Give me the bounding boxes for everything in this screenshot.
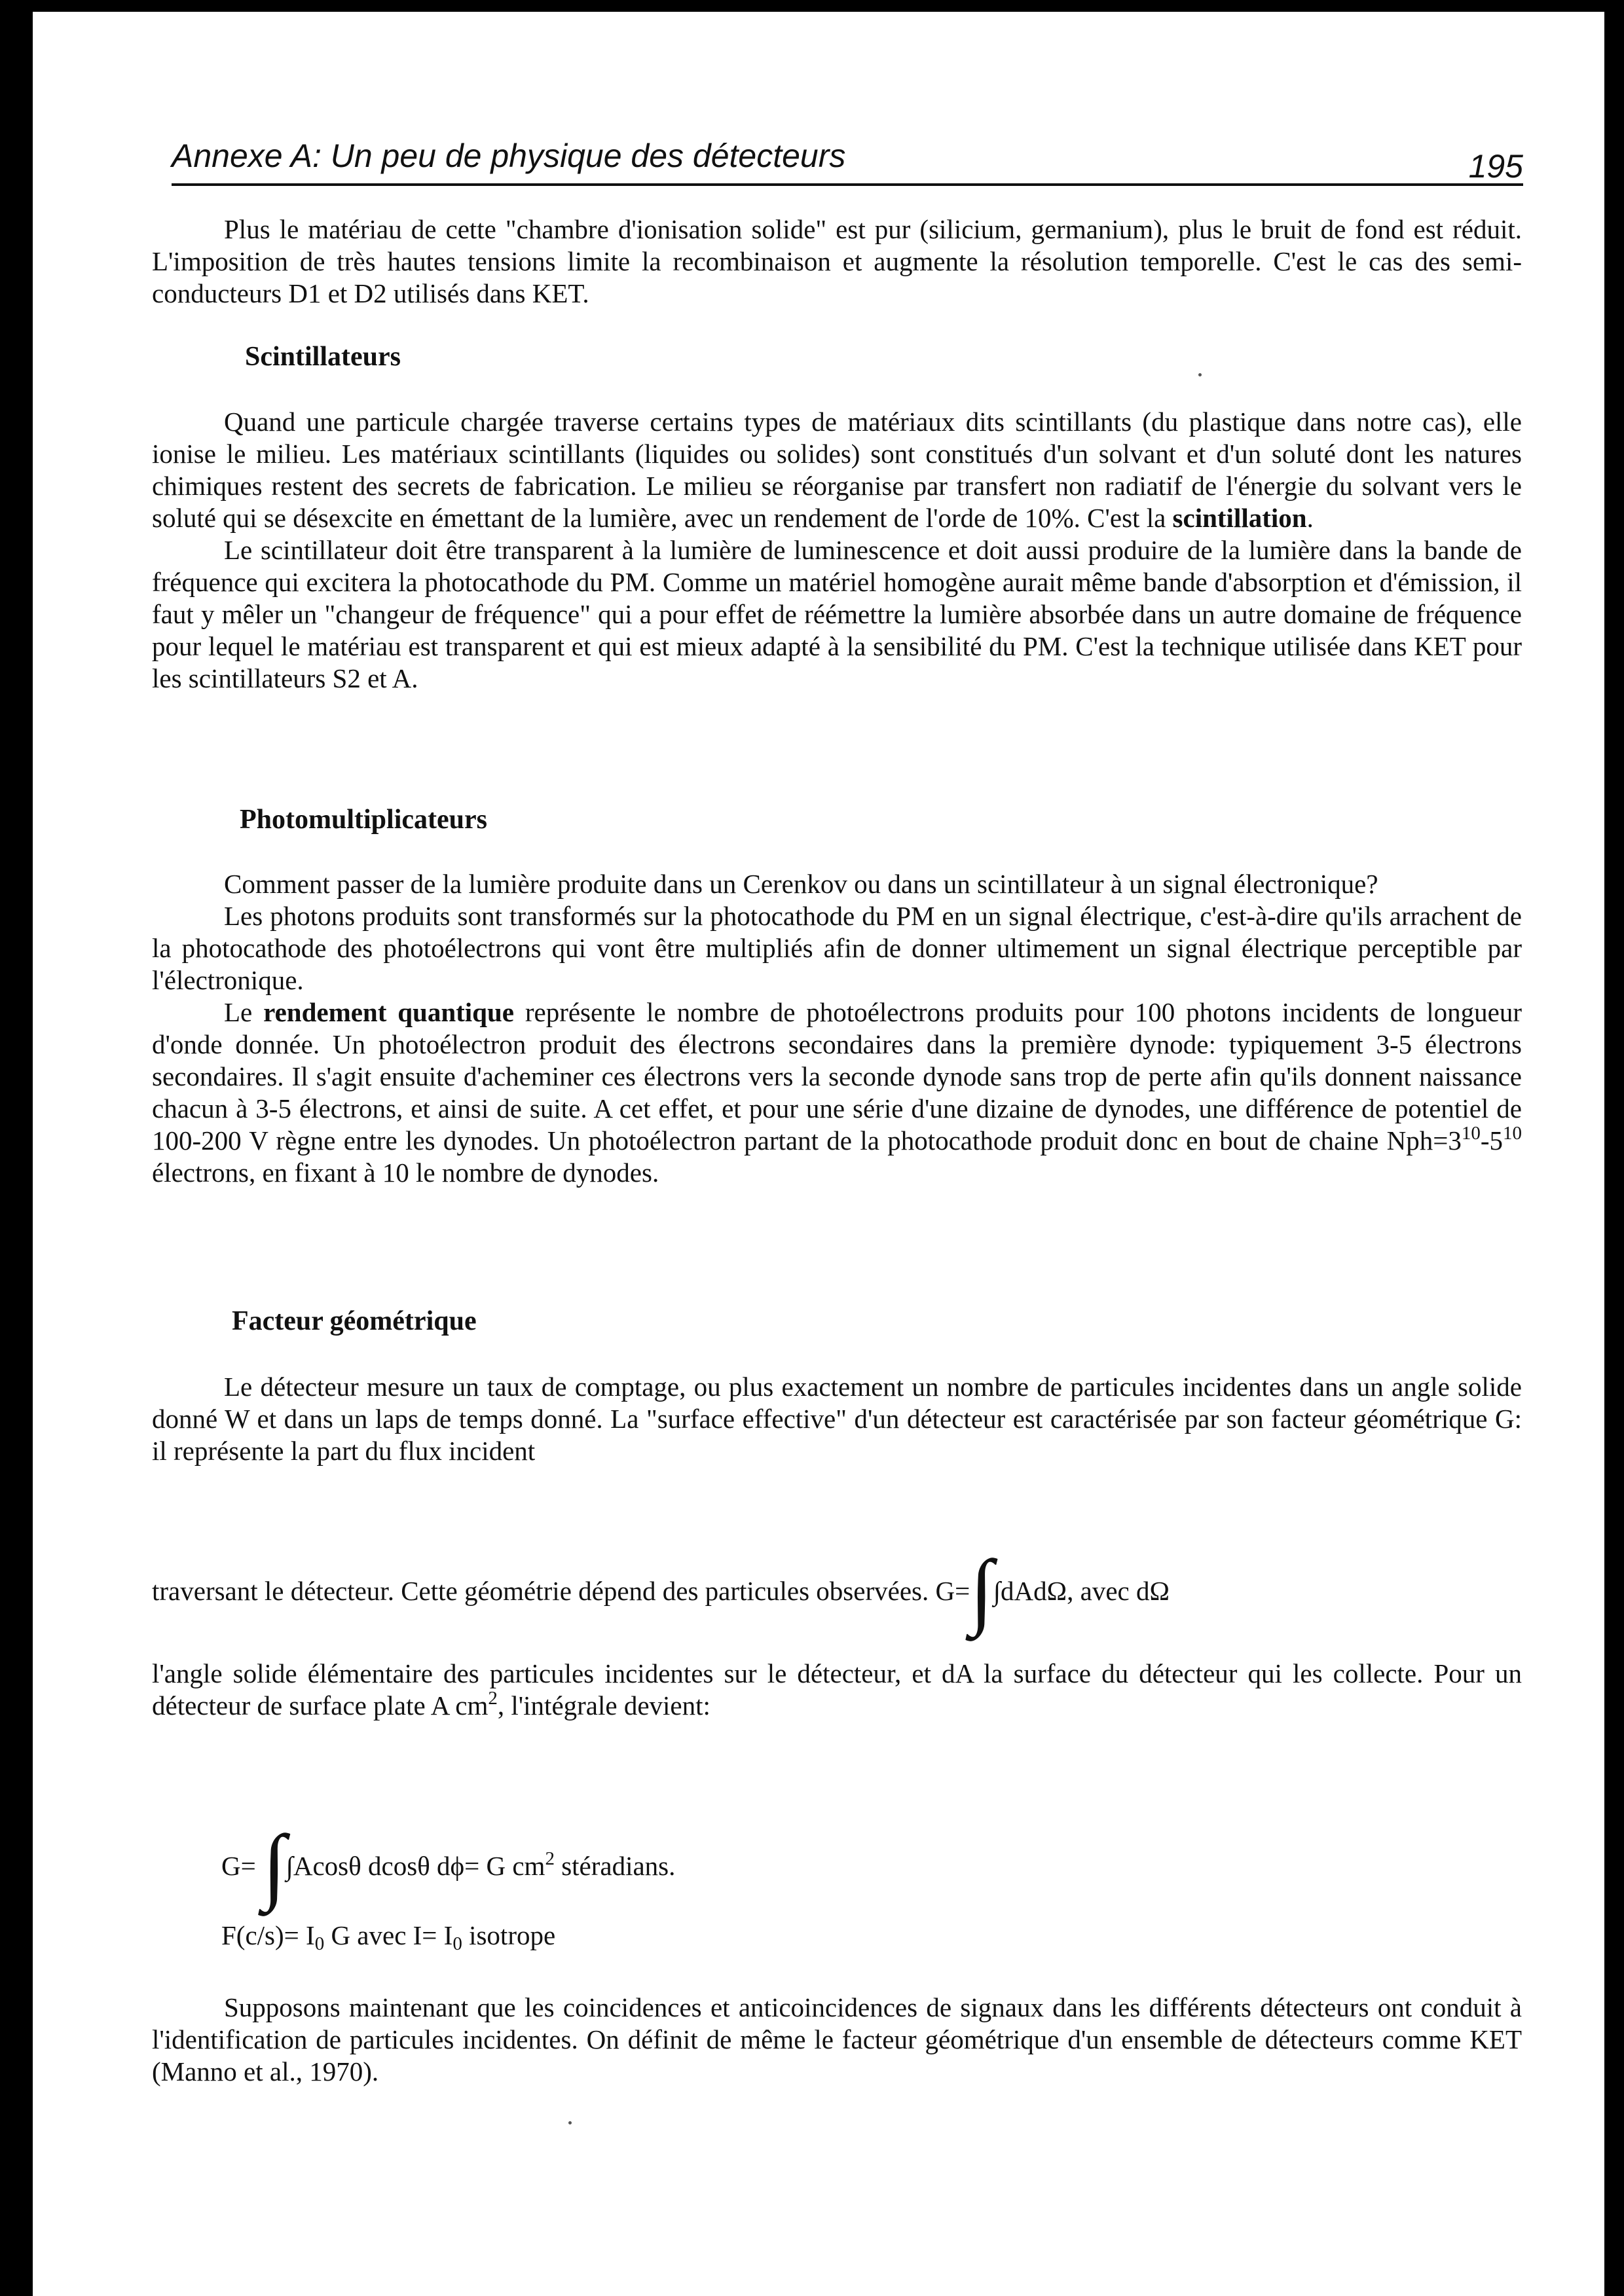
bold-term: rendement quantique [263,997,514,1027]
paragraph: Les photons produits sont transformés sur la photocathode du PM en un signal électrique, c'est-à-dire qu'ils arrachent de la photocathode des photoélectrons qui vont être multipliés afin de donner ultimement un signal électrique perceptible par l'électronique. [152,901,1522,995]
section-heading-facteur-geometrique: Facteur géométrique [232,1306,477,1336]
paragraph: l'angle solide élémentaire des particules incidentes sur le détecteur, et dA la surface du détecteur qui les collecte. Pour un détecteur de surface plate A $cm^2$, l'intégrale devient: [152,1658,1522,1721]
paragraph: Le détecteur mesure un taux de comptage, ou plus exactement un nombre de particules incidentes dans un angle solide donné W et dans un laps de temps donné. La "surface effective" d'un détecteur est caractérisée par son facteur géométrique G: il représente la part du flux incident [152,1372,1522,1466]
bold-term: scintillation [1172,503,1307,533]
geometrie-paragraph-3 [152,1992,1522,2088]
facteur-geometrique-body [152,1371,1522,1467]
integral-sign: ∫ [970,1543,993,1637]
running-header [172,128,1523,186]
paragraph: Comment passer de la lumière produite dans un Cerenkov ou dans un scintillateur à un signal électronique? [224,869,1378,899]
section-heading-photomultiplicateurs: Photomultiplicateurs [240,805,487,835]
inline-integral-line: traversant le détecteur. Cette géométrie dépend des particules observées. G=∫∫dAdΩ, avec dΩ [152,1543,1170,1637]
speck [568,2121,572,2124]
geometrie-paragraph-2 [152,1658,1522,1722]
paragraph: Le rendement quantique représente le nombre de photoélectrons produits pour 100 photons incidents de longueur d'onde donnée. Un photoélectron produit des électrons secondaires dans la première dynode: typiquement 3-5 électrons secondaires. Il s'agit ensuite d'acheminer ces électrons vers la seconde dynode sans trop de perte afin qu'ils donnent naissance chacun à 3-5 électrons, et ainsi de suite. A cet effet, et pour une série d'une dizaine de dynodes, une différence de potentiel de 100-200 V règne entre les dynodes. Un photoélectron partant de la photocathode produit donc en bout de chaine $Nph=3^{10}-5^{10}$ électrons, en fixant à 10 le nombre de dynodes. [152,997,1522,1188]
photomultiplicateurs-body [152,868,1522,1189]
equation-flux: $F(c/s)= I_0$ G avec $I= I_0$ isotrope [221,1920,556,1954]
scintillateurs-body [152,406,1522,695]
paragraph: Le scintillateur doit être transparent à la lumière de luminescence et doit aussi produire de la lumière dans la bande de fréquence qui excitera la photocathode du PM. Comme un matériel homogène aurait même bande d'absorption et d'émission, il faut y mêler un "changeur de fréquence" qui a pour effet de réémettre la lumière absorbée dans un autre domaine de fréquence pour lequel le matériau est transparent et qui est mieux adapté à la sensibilité du PM. C'est la technique utilisée dans KET pour les scintillateurs S2 et A. [152,535,1522,693]
paragraph: Plus le matériau de cette "chambre d'ionisation solide" est pur (silicium, germanium), plus le bruit de fond est réduit. L'imposition de très hautes tensions limite la recombinaison et augmente la résolution temporelle. C'est le cas des semi-conducteurs D1 et D2 utilisés dans KET. [152,214,1522,308]
speck [1198,373,1202,376]
document-page [33,12,1604,2296]
section-heading-scintillateurs: Scintillateurs [245,342,401,372]
intro-paragraph [152,213,1522,310]
paragraph: Quand une particule chargée traverse certains types de matériaux dits scintillants (du plastique dans notre cas), elle ionise le milieu. Les matériaux scintillants (liquides ou solides) sont constitués d'un solvant et d'un soluté dont les natures chimiques restent des secrets de fabrication. Le milieu se réorganise par transfert non radiatif de l'énergie du solvant vers le soluté qui se désexcite en émettant de la lumière, avec un rendement de l'orde de 10%. C'est la scintillation. [152,407,1522,533]
paragraph: Supposons maintenant que les coincidences et anticoincidences de signaux dans les différents détecteurs ont conduit à l'identification de particules incidentes. On définit de même le facteur géométrique d'un ensemble de détecteurs comme KET (Manno et al., 1970). [152,1992,1522,2086]
page-number: 195 [1468,148,1523,185]
equation-g: G= ∫∫Acosθ dcosθ dϕ= G $cm^2$ stéradians. [221,1818,676,1912]
header-title: Annexe A: Un peu de physique des détecteurs [172,137,846,174]
integral-sign: ∫ [262,1818,286,1912]
